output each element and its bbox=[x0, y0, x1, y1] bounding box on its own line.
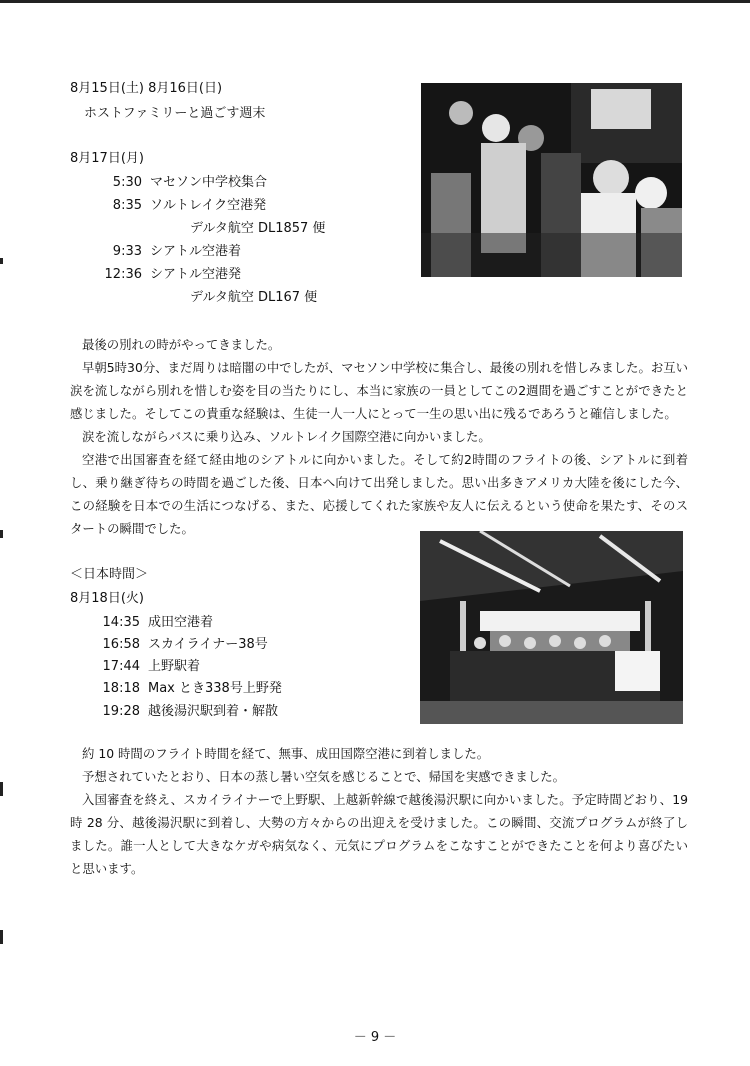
date-aug18: 8月18日(火) bbox=[70, 591, 144, 606]
schedule-item bbox=[90, 197, 266, 215]
page-number: － 9 － bbox=[353, 1030, 397, 1045]
paragraph: 約 10 時間のフライト時間を経て、無事、成田国際空港に到着しました。 bbox=[82, 746, 490, 761]
scan-mark bbox=[0, 782, 3, 796]
schedule-text: シアトル空港発 bbox=[150, 267, 242, 282]
schedule-time: 14:35 bbox=[102, 615, 140, 630]
weekend-label: ホストファミリーと過ごす週末 bbox=[84, 106, 266, 121]
farewell-photo-image bbox=[421, 83, 682, 277]
flight-info: デルタ航空 DL167 便 bbox=[190, 290, 318, 305]
arrival-photo-image bbox=[420, 531, 683, 724]
paragraph: 予想されていたとおり、日本の蒸し暑い空気を感じることで、帰国を実感できました。 bbox=[82, 769, 565, 784]
japan-time-heading: ＜日本時間＞ bbox=[70, 567, 149, 582]
schedule-text: Max とき338号上野発 bbox=[148, 681, 282, 696]
date-aug17: 8月17日(月) bbox=[70, 151, 144, 166]
schedule-time: 8:35 bbox=[112, 198, 142, 213]
scan-mark bbox=[0, 930, 3, 944]
paragraph: 空港で出国審査を経て経由地のシアトルに向かいました。そして約2時間のフライトの後、シアトルに到着し、乗り継ぎ待ちの時間を過ごした後、日本へ向けて出発しました。思い出多きアメリカ大陸を後にした今、この経験を日本での生活につなげる、また、応援してくれた家族や友人に伝えるという使命を果たす、そのスタートの瞬間でした。 bbox=[70, 452, 688, 536]
schedule-time: 9:33 bbox=[112, 244, 142, 259]
schedule-time: 12:36 bbox=[104, 267, 142, 282]
farewell-photo bbox=[421, 83, 682, 277]
schedule-item bbox=[90, 174, 267, 192]
paragraph: 最後の別れの時がやってきました。 bbox=[82, 337, 281, 352]
paragraph: 涙を流しながらバスに乗り込み、ソルトレイク国際空港に向かいました。 bbox=[82, 429, 491, 444]
schedule-time: 18:18 bbox=[102, 681, 140, 696]
date-weekend: 8月15日(土) 8月16日(日) bbox=[70, 81, 223, 96]
schedule-item bbox=[82, 658, 200, 676]
schedule-item bbox=[82, 703, 278, 721]
paragraph: 入国審査を終え、スカイライナーで上野駅、上越新幹線で越後湯沢駅に向かいました。予定時間どおり、19時 28 分、越後湯沢駅に到着し、大勢の方々からの出迎えを受けました。この瞬間、交流プログラムが終了しました。誰一人として大きなケガや病気なく、元気にプログラムをこなすことができたことを何より喜びたいと思います。 bbox=[70, 792, 688, 876]
schedule-time: 17:44 bbox=[102, 659, 140, 674]
schedule-text: シアトル空港着 bbox=[150, 244, 242, 259]
schedule-text: スカイライナー38号 bbox=[148, 637, 268, 652]
body-text-1 bbox=[70, 333, 688, 540]
schedule-time: 16:58 bbox=[102, 637, 140, 652]
schedule-item bbox=[82, 636, 268, 654]
schedule-item bbox=[82, 614, 213, 632]
schedule-item bbox=[82, 680, 282, 698]
schedule-time: 5:30 bbox=[112, 175, 142, 190]
paragraph: 早朝5時30分、まだ周りは暗闇の中でしたが、マセソン中学校に集合し、最後の別れを惜しみました。お互い涙を流しながら別れを惜しむ姿を目の当たりにし、本当に家族の一員としてこの2週間を過ごすことができたと感じました。そしてこの貴重な経験は、生徒一人一人にとって一生の思い出に残るであろうと確信しました。 bbox=[70, 360, 689, 421]
schedule-item bbox=[90, 266, 241, 284]
schedule-item bbox=[90, 243, 241, 261]
schedule-text: 上野駅着 bbox=[148, 659, 201, 674]
scan-mark bbox=[0, 258, 3, 264]
schedule-text: 成田空港着 bbox=[148, 615, 214, 630]
schedule-text: 越後湯沢駅到着・解散 bbox=[148, 704, 279, 719]
top-border bbox=[0, 0, 750, 3]
schedule-text: マセソン中学校集合 bbox=[150, 175, 268, 190]
arrival-photo bbox=[420, 531, 683, 724]
body-text-2 bbox=[70, 742, 688, 880]
flight-info: デルタ航空 DL1857 便 bbox=[190, 221, 326, 236]
schedule-time: 19:28 bbox=[102, 704, 140, 719]
schedule-text: ソルトレイク空港発 bbox=[150, 198, 267, 213]
scan-mark bbox=[0, 530, 3, 538]
